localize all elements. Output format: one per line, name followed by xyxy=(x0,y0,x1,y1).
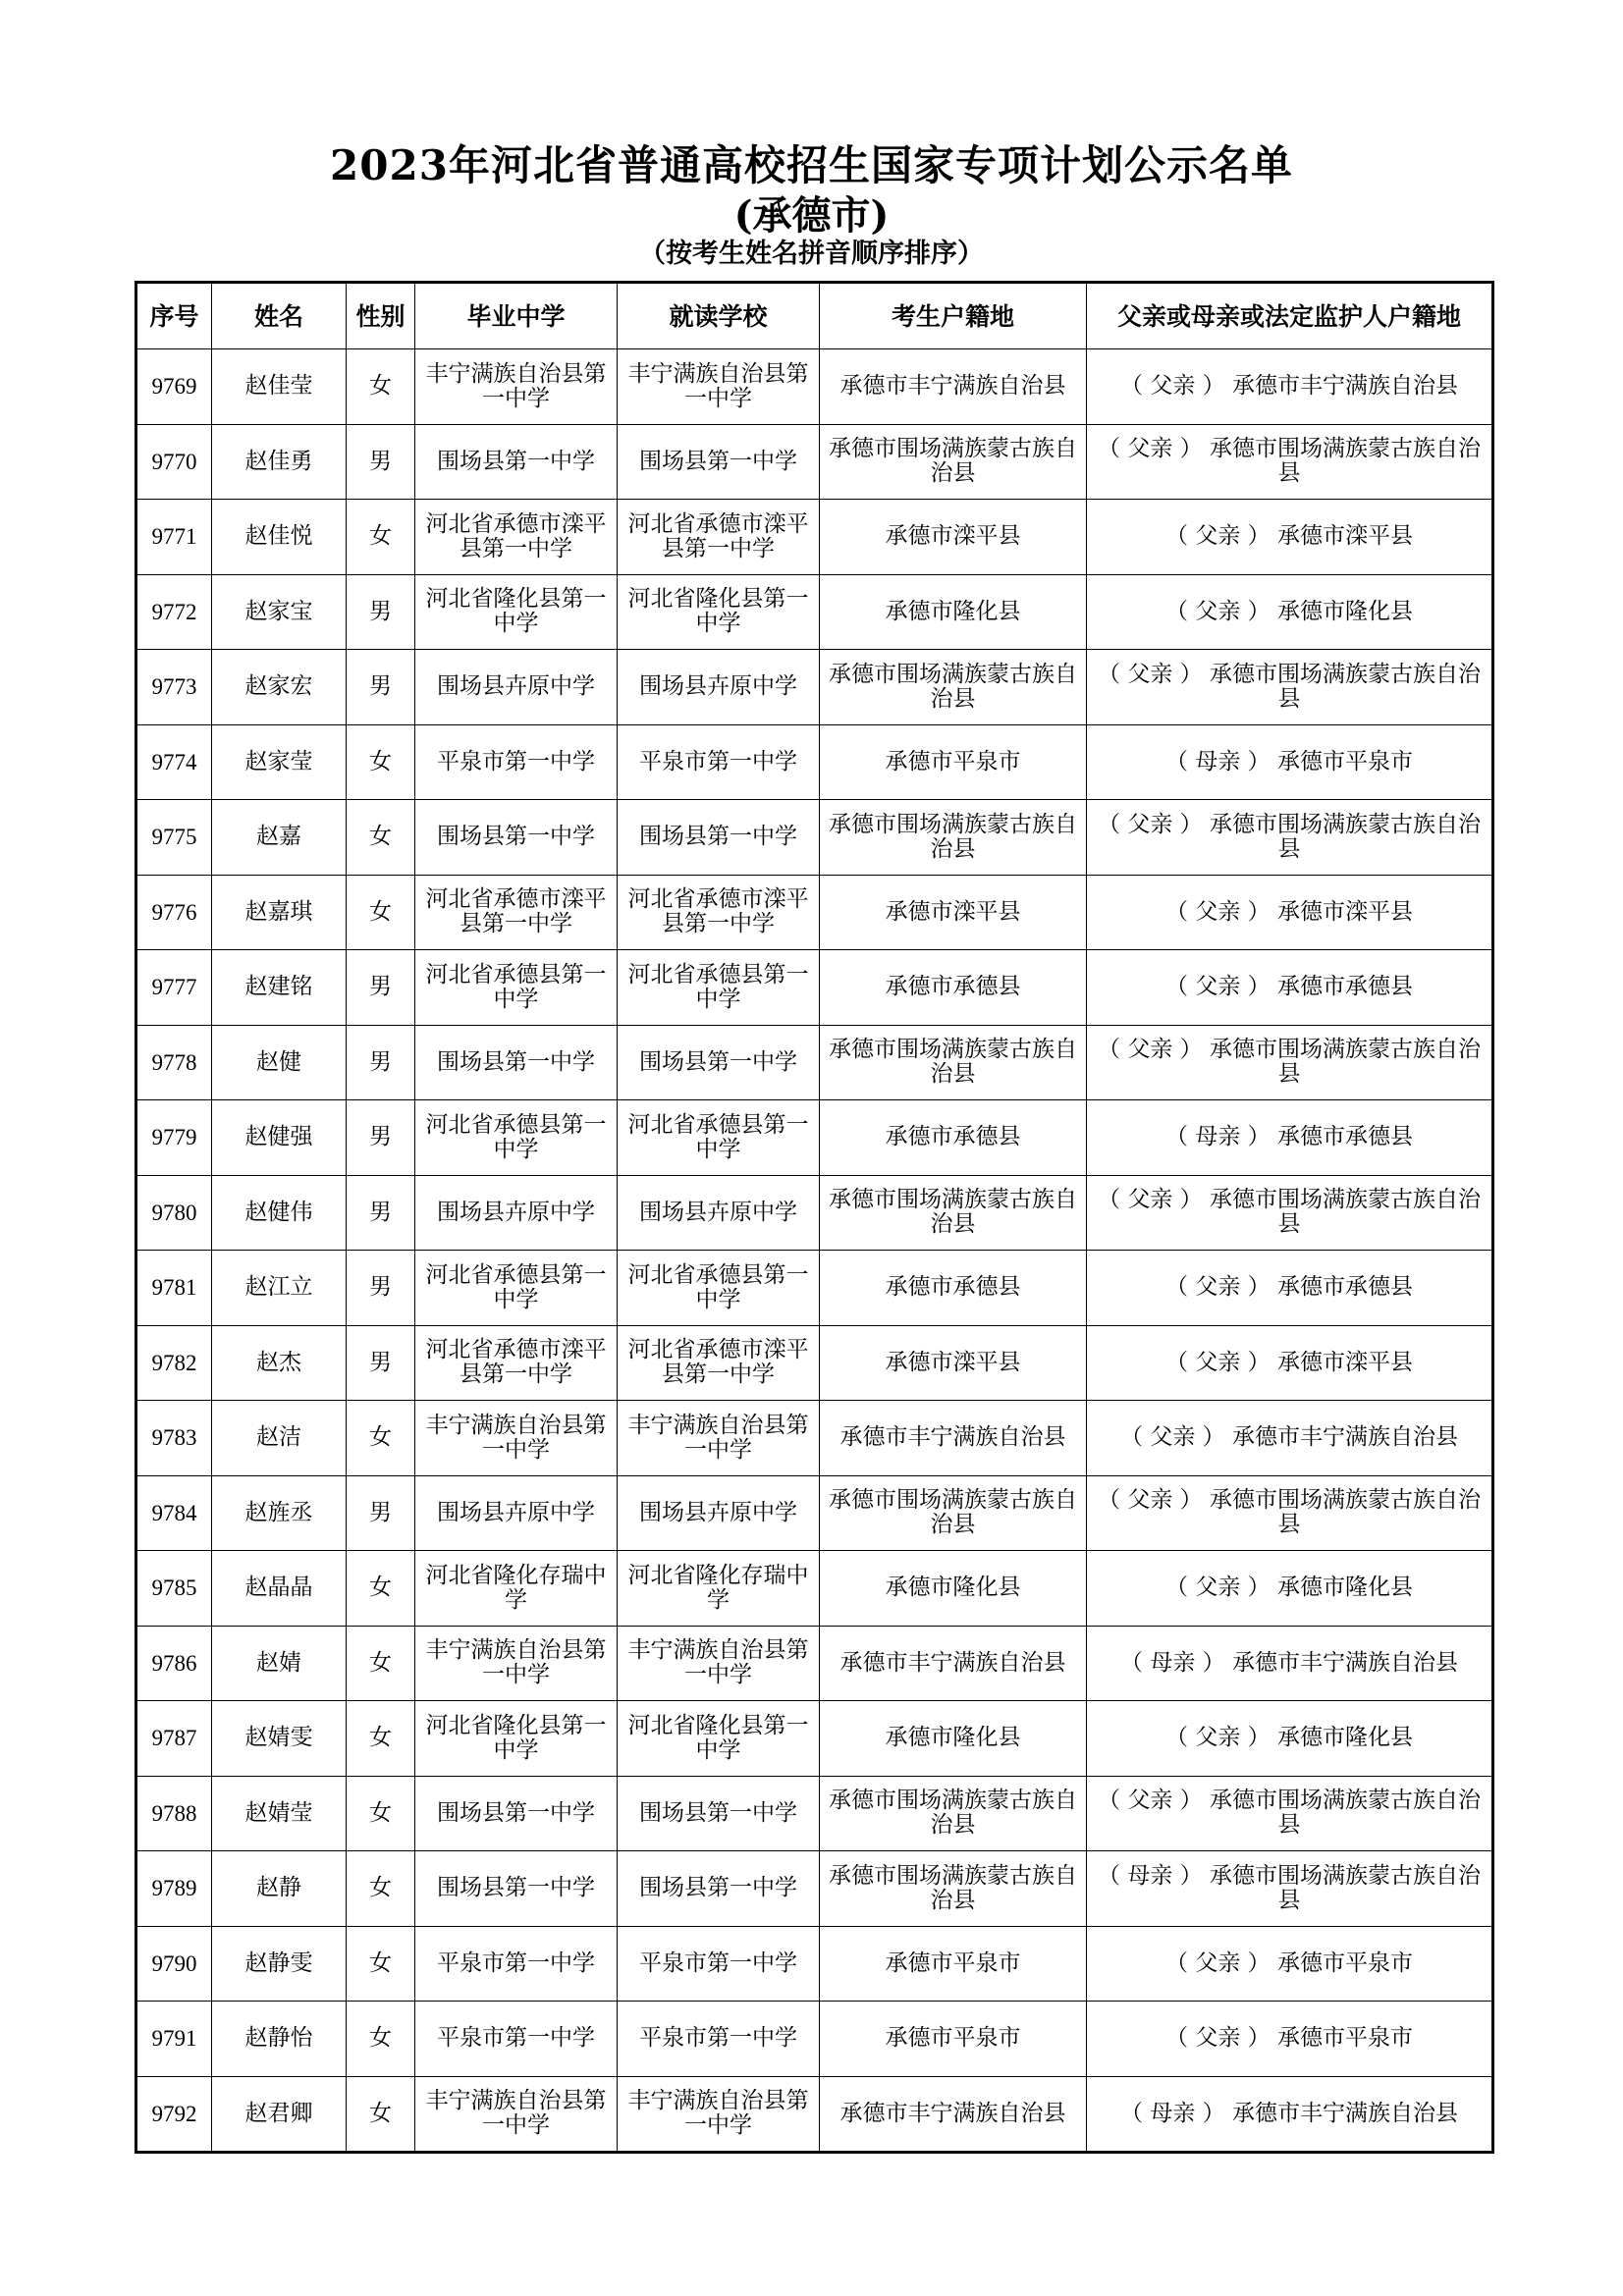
guardian-registration-cell: （ 父亲 ） 承德市围场满族蒙古族自治县 xyxy=(1087,800,1493,876)
graduation-school-cell: 围场县第一中学 xyxy=(415,1851,618,1927)
name-cell: 赵旌丞 xyxy=(212,1475,347,1551)
gender-cell: 女 xyxy=(347,800,415,876)
serial-number-cell: 9790 xyxy=(136,1926,212,2002)
serial-number-cell: 9774 xyxy=(136,724,212,800)
header-cell: 考生户籍地 xyxy=(820,283,1087,349)
table-row xyxy=(136,1100,1493,1176)
graduation-school-cell: 围场县第一中学 xyxy=(415,800,618,876)
guardian-registration-cell: （ 母亲 ） 承德市丰宁满族自治县 xyxy=(1087,2076,1493,2153)
graduation-school-cell: 河北省承德县第一中学 xyxy=(415,1251,618,1326)
name-cell: 赵婧莹 xyxy=(212,1776,347,1851)
serial-number-cell: 9772 xyxy=(136,574,212,650)
header-cell: 毕业中学 xyxy=(415,283,618,349)
guardian-registration-cell: （ 父亲 ） 承德市围场满族蒙古族自治县 xyxy=(1087,1475,1493,1551)
serial-number-cell: 9792 xyxy=(136,2076,212,2153)
household-registration-cell: 承德市围场满族蒙古族自治县 xyxy=(820,1851,1087,1927)
name-cell: 赵婧雯 xyxy=(212,1701,347,1777)
current-school-cell: 围场县第一中学 xyxy=(618,1025,820,1100)
household-registration-cell: 承德市围场满族蒙古族自治县 xyxy=(820,424,1087,500)
serial-number-cell: 9779 xyxy=(136,1100,212,1176)
current-school-cell: 丰宁满族自治县第一中学 xyxy=(618,2076,820,2153)
current-school-cell: 河北省承德市滦平县第一中学 xyxy=(618,500,820,575)
name-cell: 赵佳莹 xyxy=(212,349,347,425)
household-registration-cell: 承德市围场满族蒙古族自治县 xyxy=(820,1175,1087,1251)
table-row xyxy=(136,650,1493,725)
serial-number-cell: 9781 xyxy=(136,1251,212,1326)
gender-cell: 女 xyxy=(347,349,415,425)
serial-number-cell: 9789 xyxy=(136,1851,212,1927)
gender-cell: 男 xyxy=(347,1475,415,1551)
gender-cell: 女 xyxy=(347,500,415,575)
graduation-school-cell: 河北省承德市滦平县第一中学 xyxy=(415,1325,618,1401)
graduation-school-cell: 围场县第一中学 xyxy=(415,424,618,500)
serial-number-cell: 9787 xyxy=(136,1701,212,1777)
graduation-school-cell: 河北省承德市滦平县第一中学 xyxy=(415,875,618,950)
graduation-school-cell: 河北省隆化县第一中学 xyxy=(415,574,618,650)
header-cell: 就读学校 xyxy=(618,283,820,349)
name-cell: 赵健伟 xyxy=(212,1175,347,1251)
serial-number-cell: 9786 xyxy=(136,1626,212,1701)
gender-cell: 女 xyxy=(347,1851,415,1927)
gender-cell: 女 xyxy=(347,724,415,800)
name-cell: 赵杰 xyxy=(212,1325,347,1401)
current-school-cell: 围场县第一中学 xyxy=(618,1776,820,1851)
guardian-registration-cell: （ 父亲 ） 承德市滦平县 xyxy=(1087,500,1493,575)
name-cell: 赵嘉 xyxy=(212,800,347,876)
serial-number-cell: 9776 xyxy=(136,875,212,950)
table-row xyxy=(136,724,1493,800)
household-registration-cell: 承德市围场满族蒙古族自治县 xyxy=(820,800,1087,876)
gender-cell: 女 xyxy=(347,1926,415,2002)
table-row xyxy=(136,950,1493,1026)
gender-cell: 女 xyxy=(347,1701,415,1777)
graduation-school-cell: 河北省承德县第一中学 xyxy=(415,1100,618,1176)
page-title: 2023年河北省普通高校招生国家专项计划公示名单 xyxy=(330,141,1293,189)
gender-cell: 男 xyxy=(347,1100,415,1176)
guardian-registration-cell: （ 父亲 ） 承德市围场满族蒙古族自治县 xyxy=(1087,424,1493,500)
name-cell: 赵江立 xyxy=(212,1251,347,1326)
serial-number-cell: 9778 xyxy=(136,1025,212,1100)
name-cell: 赵健 xyxy=(212,1025,347,1100)
name-cell: 赵洁 xyxy=(212,1401,347,1476)
current-school-cell: 丰宁满族自治县第一中学 xyxy=(618,1401,820,1476)
guardian-registration-cell: （ 母亲 ） 承德市围场满族蒙古族自治县 xyxy=(1087,1851,1493,1927)
household-registration-cell: 承德市围场满族蒙古族自治县 xyxy=(820,1475,1087,1551)
current-school-cell: 平泉市第一中学 xyxy=(618,1926,820,2002)
gender-cell: 男 xyxy=(347,1175,415,1251)
household-registration-cell: 承德市丰宁满族自治县 xyxy=(820,2076,1087,2153)
current-school-cell: 围场县第一中学 xyxy=(618,800,820,876)
name-cell: 赵静 xyxy=(212,1851,347,1927)
current-school-cell: 丰宁满族自治县第一中学 xyxy=(618,1626,820,1701)
gender-cell: 男 xyxy=(347,424,415,500)
table-row xyxy=(136,1175,1493,1251)
current-school-cell: 平泉市第一中学 xyxy=(618,2002,820,2077)
gender-cell: 女 xyxy=(347,875,415,950)
serial-number-cell: 9771 xyxy=(136,500,212,575)
graduation-school-cell: 平泉市第一中学 xyxy=(415,2002,618,2077)
table-row xyxy=(136,1776,1493,1851)
table-row xyxy=(136,1251,1493,1326)
graduation-school-cell: 围场县卉原中学 xyxy=(415,1175,618,1251)
name-cell: 赵家莹 xyxy=(212,724,347,800)
current-school-cell: 河北省隆化县第一中学 xyxy=(618,1701,820,1777)
serial-number-cell: 9773 xyxy=(136,650,212,725)
guardian-registration-cell: （ 父亲 ） 承德市滦平县 xyxy=(1087,875,1493,950)
table-row xyxy=(136,1475,1493,1551)
guardian-registration-cell: （ 父亲 ） 承德市平泉市 xyxy=(1087,2002,1493,2077)
header-cell: 序号 xyxy=(136,283,212,349)
household-registration-cell: 承德市滦平县 xyxy=(820,875,1087,950)
page-subtitle: (承德市) xyxy=(733,192,890,239)
guardian-registration-cell: （ 父亲 ） 承德市围场满族蒙古族自治县 xyxy=(1087,1776,1493,1851)
graduation-school-cell: 河北省承德县第一中学 xyxy=(415,950,618,1026)
graduation-school-cell: 围场县第一中学 xyxy=(415,1025,618,1100)
graduation-school-cell: 丰宁满族自治县第一中学 xyxy=(415,1401,618,1476)
guardian-registration-cell: （ 母亲 ） 承德市平泉市 xyxy=(1087,724,1493,800)
table-row xyxy=(136,1551,1493,1627)
serial-number-cell: 9775 xyxy=(136,800,212,876)
household-registration-cell: 承德市丰宁满族自治县 xyxy=(820,349,1087,425)
household-registration-cell: 承德市滦平县 xyxy=(820,500,1087,575)
household-registration-cell: 承德市丰宁满族自治县 xyxy=(820,1626,1087,1701)
table-row xyxy=(136,500,1493,575)
guardian-registration-cell: （ 父亲 ） 承德市平泉市 xyxy=(1087,1926,1493,2002)
table-row xyxy=(136,1401,1493,1476)
guardian-registration-cell: （ 父亲 ） 承德市隆化县 xyxy=(1087,1551,1493,1627)
current-school-cell: 河北省隆化存瑞中学 xyxy=(618,1551,820,1627)
graduation-school-cell: 丰宁满族自治县第一中学 xyxy=(415,2076,618,2153)
serial-number-cell: 9784 xyxy=(136,1475,212,1551)
current-school-cell: 河北省承德市滦平县第一中学 xyxy=(618,875,820,950)
current-school-cell: 围场县卉原中学 xyxy=(618,1175,820,1251)
household-registration-cell: 承德市隆化县 xyxy=(820,1551,1087,1627)
serial-number-cell: 9785 xyxy=(136,1551,212,1627)
table-row xyxy=(136,1701,1493,1777)
graduation-school-cell: 丰宁满族自治县第一中学 xyxy=(415,1626,618,1701)
gender-cell: 女 xyxy=(347,2002,415,2077)
graduation-school-cell: 河北省隆化县第一中学 xyxy=(415,1701,618,1777)
graduation-school-cell: 平泉市第一中学 xyxy=(415,724,618,800)
household-registration-cell: 承德市滦平县 xyxy=(820,1325,1087,1401)
guardian-registration-cell: （ 父亲 ） 承德市隆化县 xyxy=(1087,574,1493,650)
graduation-school-cell: 河北省承德市滦平县第一中学 xyxy=(415,500,618,575)
graduation-school-cell: 围场县卉原中学 xyxy=(415,1475,618,1551)
serial-number-cell: 9791 xyxy=(136,2002,212,2077)
household-registration-cell: 承德市隆化县 xyxy=(820,1701,1087,1777)
current-school-cell: 围场县第一中学 xyxy=(618,424,820,500)
current-school-cell: 河北省承德县第一中学 xyxy=(618,1100,820,1176)
header-cell: 父亲或母亲或法定监护人户籍地 xyxy=(1087,283,1493,349)
name-cell: 赵佳悦 xyxy=(212,500,347,575)
household-registration-cell: 承德市围场满族蒙古族自治县 xyxy=(820,650,1087,725)
guardian-registration-cell: （ 父亲 ） 承德市围场满族蒙古族自治县 xyxy=(1087,1025,1493,1100)
current-school-cell: 围场县卉原中学 xyxy=(618,650,820,725)
household-registration-cell: 承德市承德县 xyxy=(820,1251,1087,1326)
name-cell: 赵静雯 xyxy=(212,1926,347,2002)
serial-number-cell: 9788 xyxy=(136,1776,212,1851)
name-cell: 赵婧 xyxy=(212,1626,347,1701)
gender-cell: 女 xyxy=(347,1776,415,1851)
household-registration-cell: 承德市隆化县 xyxy=(820,574,1087,650)
gender-cell: 男 xyxy=(347,1025,415,1100)
gender-cell: 男 xyxy=(347,1251,415,1326)
gender-cell: 男 xyxy=(347,950,415,1026)
household-registration-cell: 承德市平泉市 xyxy=(820,1926,1087,2002)
current-school-cell: 河北省承德县第一中学 xyxy=(618,950,820,1026)
household-registration-cell: 承德市承德县 xyxy=(820,950,1087,1026)
name-cell: 赵佳勇 xyxy=(212,424,347,500)
gender-cell: 女 xyxy=(347,1401,415,1476)
table-row xyxy=(136,2002,1493,2077)
guardian-registration-cell: （ 父亲 ） 承德市围场满族蒙古族自治县 xyxy=(1087,1175,1493,1251)
current-school-cell: 河北省承德县第一中学 xyxy=(618,1251,820,1326)
table-row xyxy=(136,1851,1493,1927)
serial-number-cell: 9777 xyxy=(136,950,212,1026)
household-registration-cell: 承德市围场满族蒙古族自治县 xyxy=(820,1776,1087,1851)
guardian-registration-cell: （ 母亲 ） 承德市丰宁满族自治县 xyxy=(1087,1626,1493,1701)
graduation-school-cell: 丰宁满族自治县第一中学 xyxy=(415,349,618,425)
name-cell: 赵健强 xyxy=(212,1100,347,1176)
table-row xyxy=(136,1926,1493,2002)
graduation-school-cell: 平泉市第一中学 xyxy=(415,1926,618,2002)
table-row xyxy=(136,424,1493,500)
table-row xyxy=(136,1626,1493,1701)
name-cell: 赵静怡 xyxy=(212,2002,347,2077)
graduation-school-cell: 围场县卉原中学 xyxy=(415,650,618,725)
guardian-registration-cell: （ 父亲 ） 承德市围场满族蒙古族自治县 xyxy=(1087,650,1493,725)
name-cell: 赵建铭 xyxy=(212,950,347,1026)
current-school-cell: 河北省隆化县第一中学 xyxy=(618,574,820,650)
current-school-cell: 平泉市第一中学 xyxy=(618,724,820,800)
household-registration-cell: 承德市平泉市 xyxy=(820,2002,1087,2077)
name-cell: 赵晶晶 xyxy=(212,1551,347,1627)
current-school-cell: 丰宁满族自治县第一中学 xyxy=(618,349,820,425)
table-row xyxy=(136,800,1493,876)
table-row xyxy=(136,349,1493,425)
name-cell: 赵君卿 xyxy=(212,2076,347,2153)
serial-number-cell: 9770 xyxy=(136,424,212,500)
serial-number-cell: 9769 xyxy=(136,349,212,425)
name-cell: 赵家宝 xyxy=(212,574,347,650)
header-cell: 姓名 xyxy=(212,283,347,349)
serial-number-cell: 9782 xyxy=(136,1325,212,1401)
guardian-registration-cell: （ 父亲 ） 承德市承德县 xyxy=(1087,950,1493,1026)
sort-note: （按考生姓名拼音顺序排序） xyxy=(639,239,984,269)
current-school-cell: 围场县卉原中学 xyxy=(618,1475,820,1551)
gender-cell: 女 xyxy=(347,1551,415,1627)
household-registration-cell: 承德市承德县 xyxy=(820,1100,1087,1176)
gender-cell: 男 xyxy=(347,650,415,725)
table-row xyxy=(136,1325,1493,1401)
household-registration-cell: 承德市平泉市 xyxy=(820,724,1087,800)
guardian-registration-cell: （ 父亲 ） 承德市丰宁满族自治县 xyxy=(1087,349,1493,425)
graduation-school-cell: 河北省隆化存瑞中学 xyxy=(415,1551,618,1627)
table-header-row xyxy=(136,283,1493,349)
current-school-cell: 河北省承德市滦平县第一中学 xyxy=(618,1325,820,1401)
table-row xyxy=(136,1025,1493,1100)
household-registration-cell: 承德市围场满族蒙古族自治县 xyxy=(820,1025,1087,1100)
gender-cell: 男 xyxy=(347,1325,415,1401)
guardian-registration-cell: （ 父亲 ） 承德市隆化县 xyxy=(1087,1701,1493,1777)
guardian-registration-cell: （ 父亲 ） 承德市丰宁满族自治县 xyxy=(1087,1401,1493,1476)
table-row xyxy=(136,875,1493,950)
graduation-school-cell: 围场县第一中学 xyxy=(415,1776,618,1851)
gender-cell: 女 xyxy=(347,2076,415,2153)
guardian-registration-cell: （ 父亲 ） 承德市滦平县 xyxy=(1087,1325,1493,1401)
header-cell: 性别 xyxy=(347,283,415,349)
gender-cell: 男 xyxy=(347,574,415,650)
current-school-cell: 围场县第一中学 xyxy=(618,1851,820,1927)
table-row xyxy=(136,574,1493,650)
serial-number-cell: 9783 xyxy=(136,1401,212,1476)
gender-cell: 女 xyxy=(347,1626,415,1701)
name-cell: 赵嘉琪 xyxy=(212,875,347,950)
guardian-registration-cell: （ 母亲 ） 承德市承德县 xyxy=(1087,1100,1493,1176)
serial-number-cell: 9780 xyxy=(136,1175,212,1251)
roster-table xyxy=(135,281,1494,2154)
guardian-registration-cell: （ 父亲 ） 承德市承德县 xyxy=(1087,1251,1493,1326)
table-row xyxy=(136,2076,1493,2153)
name-cell: 赵家宏 xyxy=(212,650,347,725)
household-registration-cell: 承德市丰宁满族自治县 xyxy=(820,1401,1087,1476)
table-body xyxy=(136,349,1493,2153)
